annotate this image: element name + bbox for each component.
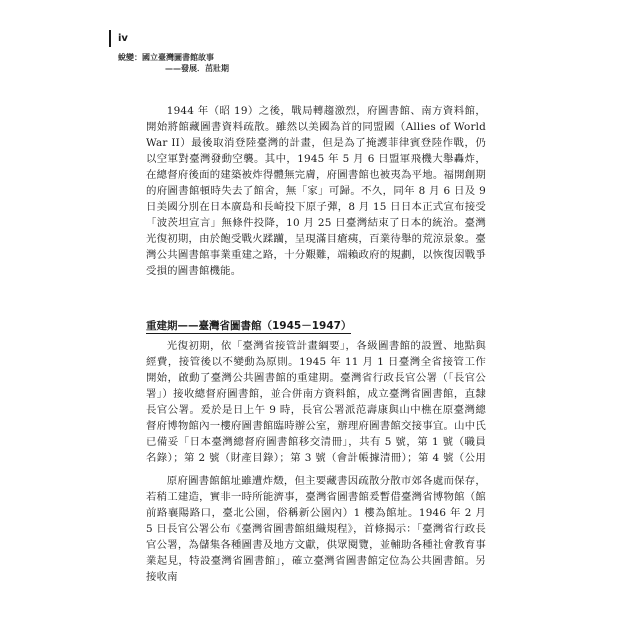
section-heading (146, 318, 351, 333)
page-number: iv (118, 33, 128, 44)
running-header-subtitle: ——發展．茁壯期 (165, 64, 229, 73)
body-paragraph: 光復初期，依「臺灣省接管計畫綱要」，各級圖書館的設置、地點與經費，接管後以不變動為原則。1945 年 11 月 1 日臺灣全省接管工作開始，啟動了臺灣公共圖書館的重建期。臺灣省行政長官公署（「長官公署」）接收總督府圖書館，並合併南方資料館，成立臺灣省圖書館，直隸長官公署。爰於是日上午 9 時，長官公署派范壽康與山中樵在原臺灣總督府博物館內一樓府圖書館臨時辦公室，辦理府圖書館交接事宜。山中氏已備妥「日本臺灣總督府圖書館移交清冊」，共有 5 號，第 1 號（職員名錄）；第 2 號（財產目錄）；第 3 號（會計帳據清冊）；第 4 號（公用 (146, 340, 486, 464)
running-header-title: 蛻變：國立臺灣圖書館故事 (118, 53, 214, 62)
section-heading-text: 重建期——臺灣省圖書館（1945－1947） (146, 320, 352, 332)
page-number-rule (109, 30, 111, 47)
body-paragraph: 1944 年（昭 19）之後，戰局轉趨激烈，府圖書館、南方資料館，開始將館藏圖書資料疏散。雖然以美國為首的同盟國（Allies of World War II）最後取消登陸臺灣的計畫，但是為了掩護菲律賓登陸作戰，仍以空軍對臺灣發動空襲。其中，1945 年 5 月 6 日盟軍飛機大舉轟炸，在總督府後面的建築被炸得體無完膚，府圖書館也被夷為平地。福開創期的府圖書館頓時失去了館舍，無「家」可歸。不久，同年 8 月 6 日及 9 日美國分別在日本廣島和長崎投下原子彈，8 月 15 日日本正式宣布接受「波茨坦宣言」無條件投降，10 月 25 日臺灣結束了日本的統治。臺灣光復初期，由於飽受戰火蹂躪，呈現滿目瘡痍，百業待舉的荒涼景象。臺灣公共圖書館事業重建之路，十分艱難，端賴政府的規劃，以恢復因戰爭受損的圖書館機能。 (146, 105, 486, 277)
body-paragraph: 原府圖書館館址雖遭炸燬，但主要藏書因疏散分散市郊各處而保存，若稍工建造，實非一時所能濟事，臺灣省圖書館爰暫借臺灣省博物館（館前路襄陽路口，臺北公園，俗稱新公園內）1 樓為館址。1946 年 2 月 5 日長官公署公布《臺灣省圖書館組織規程》，首條揭示：「臺灣省行政長官公署，為儲集各種圖書及地方文獻，供眾閱覽，並輔助各種社會教育事業起見，特設臺灣省圖書館」，確立臺灣省圖書館定位為公共圖書館。另接收南 (146, 475, 486, 583)
